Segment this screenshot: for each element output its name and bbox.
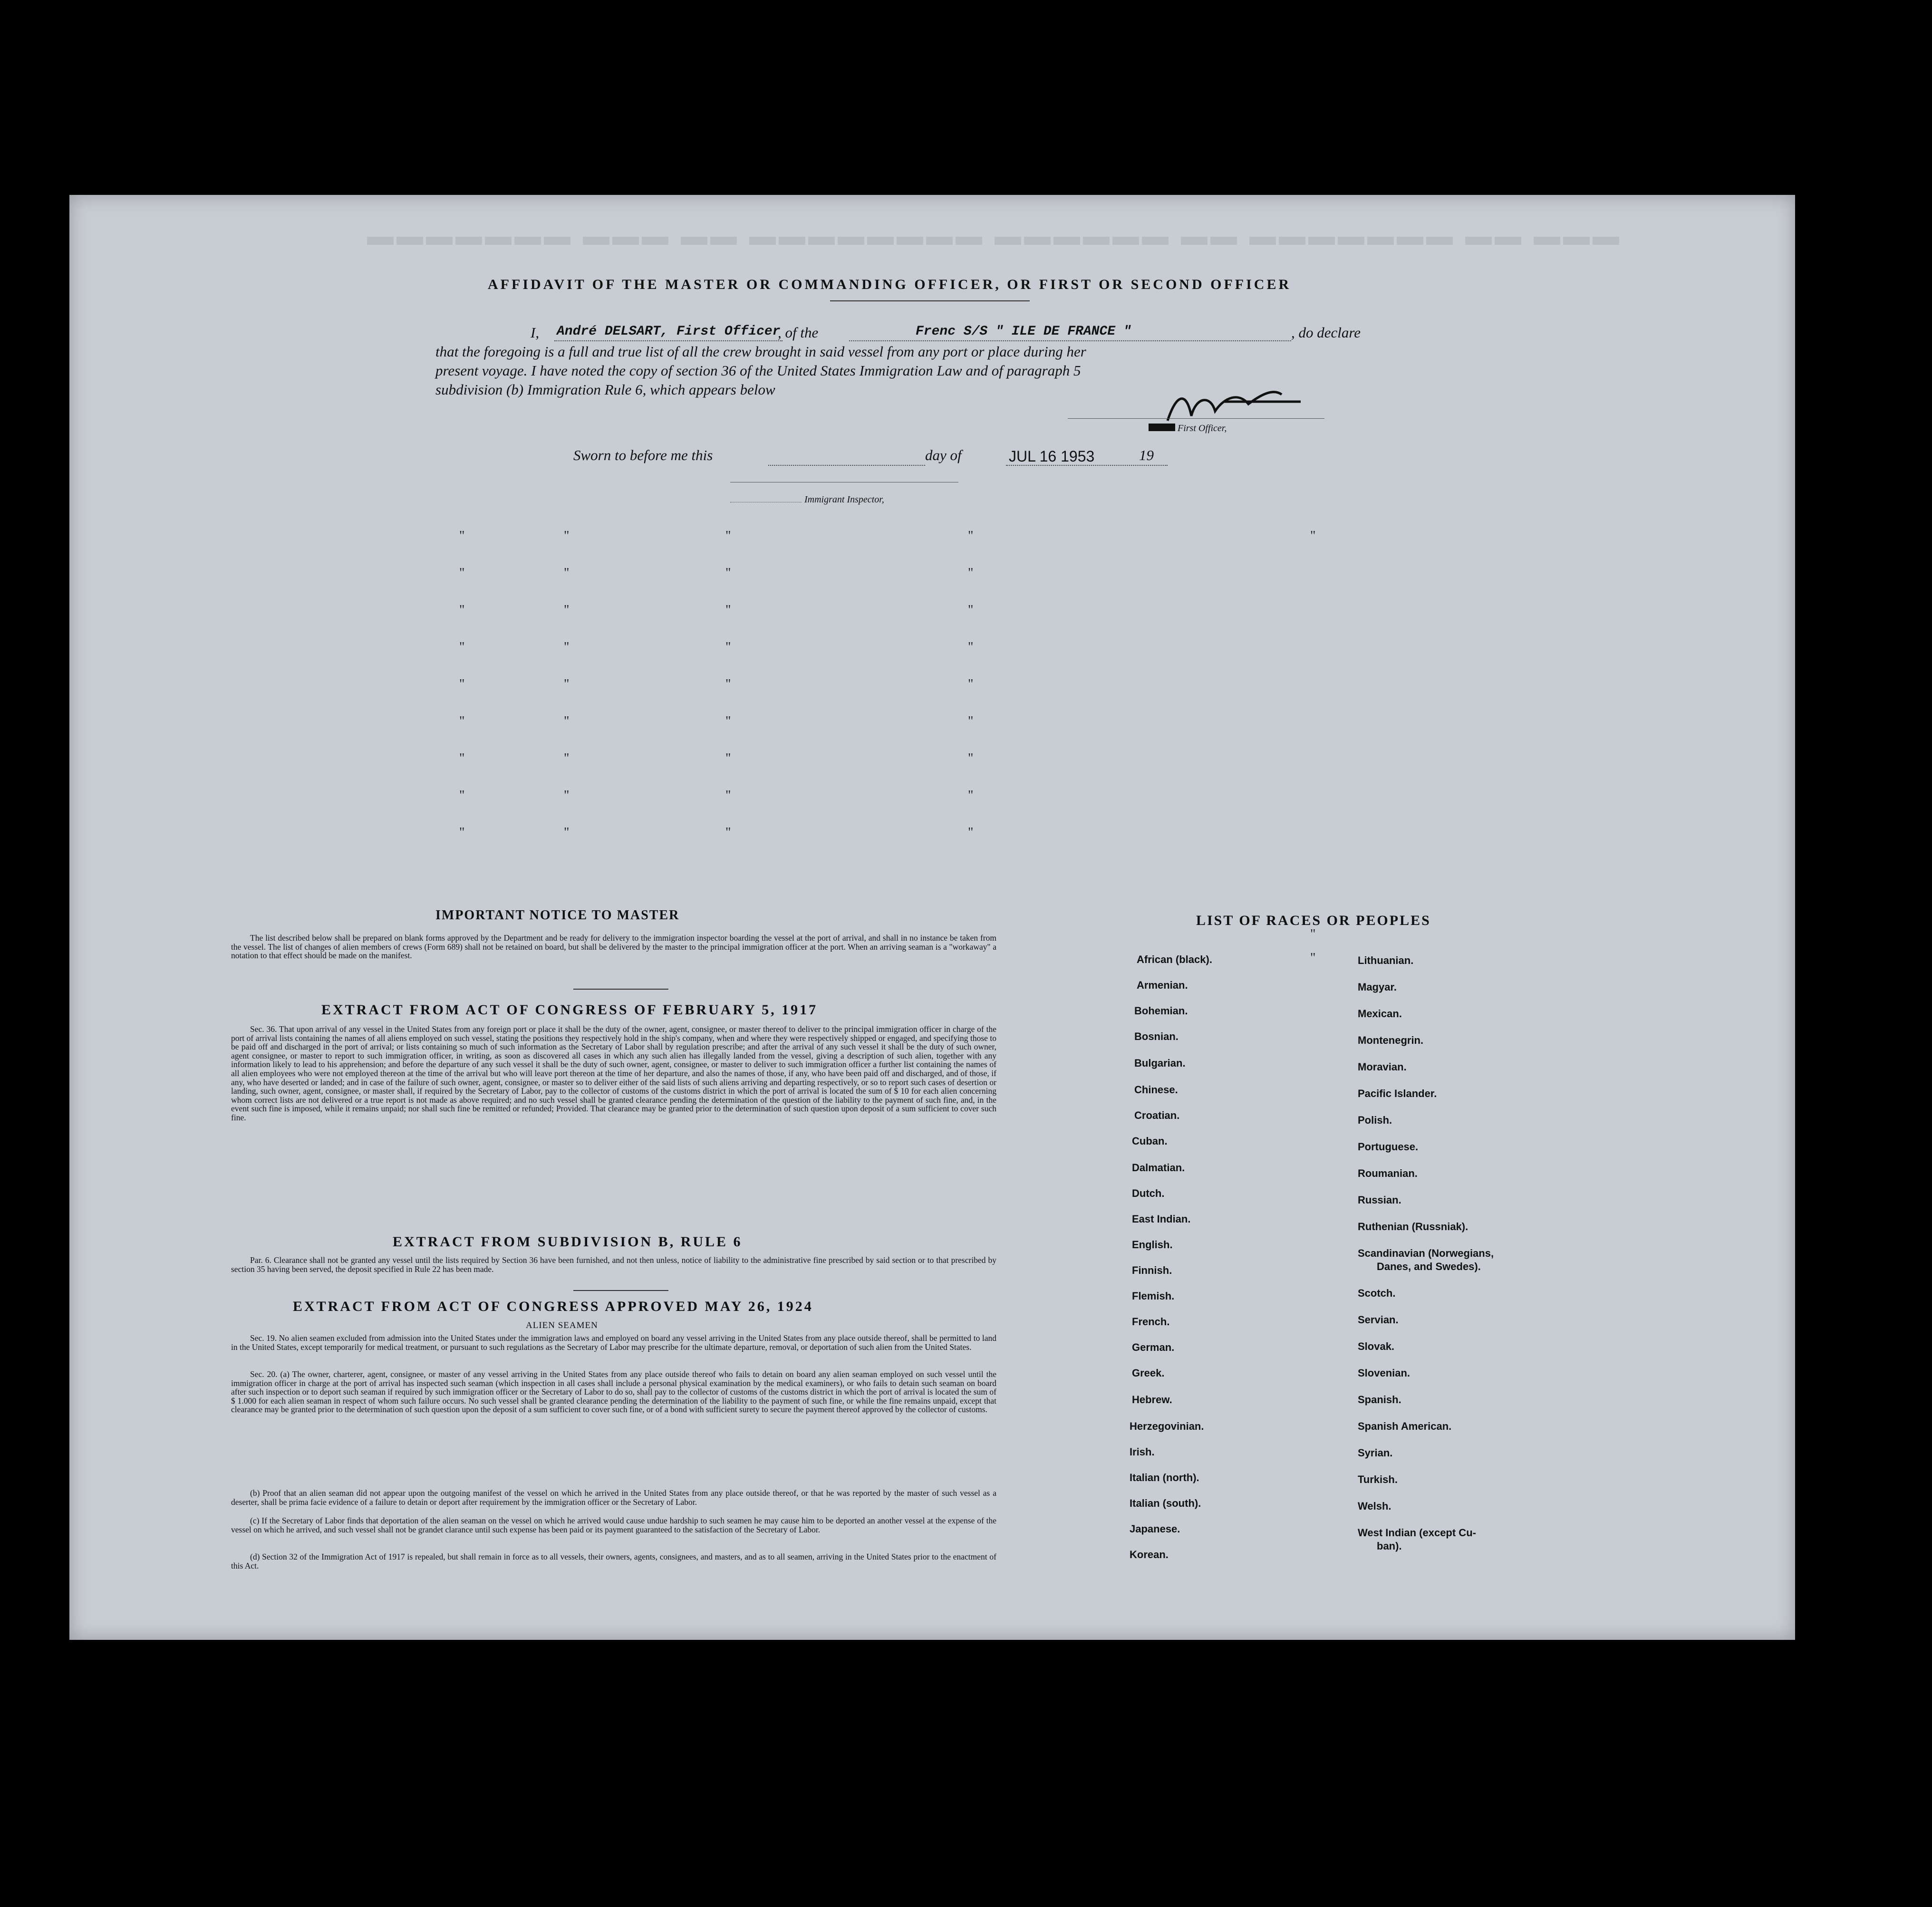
race-item: Bosnian. — [1134, 1031, 1179, 1042]
race-item: Slovak. — [1358, 1340, 1395, 1352]
race-item: Pacific Islander. — [1358, 1088, 1437, 1099]
signature-line — [1068, 418, 1324, 419]
race-item: Flemish. — [1132, 1290, 1175, 1302]
race-item: Scotch. — [1358, 1287, 1396, 1299]
race-item: Italian (south). — [1130, 1497, 1201, 1509]
ditto-mark: " — [1310, 529, 1316, 543]
ditto-mark: " — [564, 714, 570, 729]
affidavit-line4: subdivision (b) Immigration Rule 6, which appears below — [435, 381, 775, 398]
race-item: Hebrew. — [1132, 1394, 1172, 1406]
ditto-mark: " — [968, 603, 974, 617]
punch-hole — [1803, 239, 1819, 255]
race-item: Welsh. — [1358, 1500, 1391, 1512]
race-item: Herzegovinian. — [1130, 1420, 1204, 1432]
ditto-mark: " — [459, 714, 465, 729]
notice-title: IMPORTANT NOTICE TO MASTER — [435, 908, 680, 923]
ditto-mark: " — [968, 751, 974, 766]
race-item: Scandinavian (Norwegians, — [1358, 1247, 1494, 1259]
race-item: Armenian. — [1137, 979, 1188, 991]
ship-name-field: Frenc S/S " ILE DE FRANCE " — [916, 324, 1131, 339]
affidavit-title: AFFIDAVIT OF THE MASTER OR COMMANDING OFFICER, OR FIRST OR SECOND OFFICER — [488, 277, 1292, 292]
ditto-mark: " — [968, 677, 974, 692]
ditto-mark: " — [459, 751, 465, 766]
ditto-mark: " — [725, 751, 731, 766]
race-item: French. — [1132, 1316, 1170, 1328]
document-page — [69, 195, 1795, 1640]
race-item: Lithuanian. — [1358, 954, 1414, 966]
punch-hole — [1853, 1398, 1877, 1422]
ditto-mark: " — [725, 603, 731, 617]
ditto-mark: " — [564, 825, 570, 840]
race-item: Polish. — [1358, 1114, 1392, 1126]
name-underline — [554, 340, 782, 341]
race-item: Italian (north). — [1130, 1472, 1199, 1483]
races-title: LIST OF RACES OR PEOPLES — [1196, 913, 1431, 928]
ditto-mark: " — [968, 825, 974, 840]
punch-hole — [1853, 1471, 1877, 1494]
race-item: Danes, and Swedes). — [1377, 1261, 1481, 1272]
title-underline — [830, 300, 1030, 301]
race-item: Spanish American. — [1358, 1420, 1452, 1432]
extract-1924-title: EXTRACT FROM ACT OF CONGRESS APPROVED MAY 26, 1924 — [293, 1299, 813, 1314]
ditto-mark: " — [725, 677, 731, 692]
extract-1924-subtitle: ALIEN SEAMEN — [526, 1320, 598, 1330]
ditto-mark: " — [968, 566, 974, 580]
extract-1924-sec19: Sec. 19. No alien seamen excluded from admission into the United States under the immigration laws and employed on board any vessel arriving in the United States from any place outside thereof, shall be permitted to land in the United States, except temporarily for medical treatment, or pursuant to such regulations as the Secretary of Labor may prescribe for the ultimate departure, removal, or deportation of such alien from the United States. — [231, 1333, 996, 1352]
race-item: Finnish. — [1132, 1264, 1172, 1276]
divider — [573, 989, 668, 990]
extract-1924-sec20c: (c) If the Secretary of Labor finds that deportation of the alien seaman on the vessel on which he arrived would cause undue hardship to such seamen he may cause him to be deported an another vessel at the expense of the vessel on which he arrived, and such vessel shall not be grandet clarance until such expense has been paid or its payment guaranteed to the satisfaction of the Secretary of Labor. — [231, 1516, 996, 1534]
affidavit-line3: present voyage. I have noted the copy of section 36 of the United States Immigration Law and of paragraph 5 — [435, 362, 1081, 379]
race-item: Syrian. — [1358, 1447, 1393, 1459]
ditto-mark: " — [725, 788, 731, 803]
ditto-mark: " — [564, 751, 570, 766]
race-item: Bohemian. — [1134, 1005, 1188, 1017]
extract-rule6-title: EXTRACT FROM SUBDIVISION B, RULE 6 — [393, 1234, 743, 1250]
ditto-mark: " — [1310, 951, 1316, 965]
ditto-mark: " — [1310, 927, 1316, 942]
punch-hole — [1853, 307, 1877, 331]
race-item: African (black). — [1137, 954, 1212, 965]
ditto-mark: " — [968, 714, 974, 729]
punch-hole — [1833, 239, 1849, 255]
notice-body: The list described below shall be prepared on blank forms approved by the Department and be ready for delivery to the immigration inspector boarding the vessel at the port of arrival, and shall in no instance be taken from the vessel. The list of changes of alien members of crews (Form 689) shall not be retained on board, but shall be delivered by the master to the principal immigration officer at the port. When an arriving seaman is a "workaway" a notation to that effect should be made on the manifest. — [231, 933, 996, 961]
race-item: East Indian. — [1132, 1213, 1191, 1225]
race-item: Turkish. — [1358, 1474, 1398, 1485]
extract-1917-title: EXTRACT FROM ACT OF CONGRESS OF FEBRUARY 5, 1917 — [321, 1002, 818, 1018]
race-item: Dutch. — [1132, 1187, 1165, 1199]
race-item: Irish. — [1130, 1446, 1155, 1458]
race-item: Portuguese. — [1358, 1141, 1419, 1153]
sworn-day-line — [768, 465, 925, 466]
ditto-mark: " — [725, 566, 731, 580]
race-item: English. — [1132, 1239, 1173, 1251]
signature-caption-row — [1149, 423, 1227, 434]
race-item: Japanese. — [1130, 1523, 1180, 1535]
race-item: German. — [1132, 1341, 1175, 1353]
inspector-caption: Immigrant Inspector, — [730, 494, 884, 505]
ship-underline — [849, 340, 1291, 341]
signature-caption: First Officer, — [1178, 423, 1227, 433]
ditto-mark: " — [459, 677, 465, 692]
sworn-day-of: day of — [925, 447, 962, 463]
race-item: Moravian. — [1358, 1061, 1407, 1073]
affidavit-line2: that the foregoing is a full and true list of all the crew brought in said vessel from any port or place during her — [435, 343, 1086, 360]
race-item: Mexican. — [1358, 1008, 1402, 1020]
race-item: Dalmatian. — [1132, 1162, 1185, 1174]
ditto-mark: " — [564, 677, 570, 692]
divider — [573, 1290, 668, 1291]
date-stamp: JUL 16 1953 — [1009, 448, 1095, 465]
race-item: Servian. — [1358, 1314, 1399, 1326]
ditto-mark: " — [725, 825, 731, 840]
struck-out-text — [1149, 424, 1175, 431]
race-item: Chinese. — [1134, 1084, 1178, 1096]
ditto-mark: " — [459, 529, 465, 543]
affidavit-suffix: , do declare — [1291, 324, 1361, 341]
ditto-mark: " — [725, 640, 731, 655]
affidavit-mid: , of the — [778, 324, 819, 341]
race-item: Greek. — [1132, 1367, 1165, 1379]
ditto-mark: " — [459, 566, 465, 580]
ditto-mark: " — [564, 603, 570, 617]
affidavit-prefix: I, — [531, 324, 540, 341]
extract-1917-body: Sec. 36. That upon arrival of any vessel in the United States from any foreign port or place it shall be the duty of the owner, agent, consignee, or master thereof to deliver to the principal immigration officer in charge of the port of arrival lists containing the names of all aliens employed on such vessel, stating the positions they respectively hold in the ship's company, when and where they were respectively shipped or engaged, and specifying those to be paid off and discharged in the port of arrival; or lists containing so much of such information as the Secretary of Labor shall by regulation prescribe; and after the arrival of any such vessel it shall be the duty of such owner, agent consignee, or master to report to such immigration officer, in writing, as soon as discovered all cases in which any such alien has illegally landed from the vessel, giving a description of such alien, together with any information likely to lead to his apprehension; and before the departure of any such vessel it shall be the duty of such owner, agent, consignee, or master to deliver to such immigration officer a further list containing the names of all alien employees who were not employed thereon at the time of the arrival but who will leave port thereon at the time of her departure, and also the names of those, if any, who have been paid off and discharged, and of those, if any, who have deserted or landed; and in case of the failure of such owner, agent, consignee, or master so to deliver either of the said lists of such aliens arriving and departing respectively, or so to report such cases of desertion or landing, such owner, agent, consignee, or master shall, if required by the Secretary of Labor, pay to the collector of customs of the customs district in which the port of arrival is located the sum of $ 10 for each alien concerning whom correct lists are not delivered or a true report is not made as above required; and no such vessel shall be granted clearance pending the determination of the question of the liability to the payment of such fine, and, in the event such fine is imposed, while it remains unpaid; nor shall such fine be remitted or refunded; Provided. That clearance may be granted prior to the determination of such question upon deposit of a sum sufficient to cover such fine. — [231, 1024, 996, 1122]
race-item: Slovenian. — [1358, 1367, 1410, 1379]
race-item: Roumanian. — [1358, 1167, 1418, 1179]
ditto-mark: " — [459, 603, 465, 617]
bleed-through-text: ▬▬▬ ▬▬ ▬▬▬▬▬▬▬ ▬▬ ▬▬▬▬▬▬ ▬▬▬▬▬▬▬▬ ▬▬ ▬▬▬ ▬▬▬▬▬▬▬ — [364, 222, 1619, 251]
race-item: Magyar. — [1358, 981, 1397, 993]
race-item: Russian. — [1358, 1194, 1401, 1206]
ditto-mark: " — [564, 566, 570, 580]
ditto-mark: " — [725, 529, 731, 543]
punch-hole — [1853, 681, 1877, 704]
ditto-mark: " — [459, 825, 465, 840]
punch-hole — [1853, 1099, 1877, 1123]
punch-hole — [1853, 608, 1877, 632]
race-item: Bulgarian. — [1134, 1057, 1186, 1069]
race-item: Cuban. — [1132, 1135, 1168, 1147]
ditto-mark: " — [459, 640, 465, 655]
ditto-mark: " — [725, 714, 731, 729]
sworn-prefix: Sworn to before me this — [573, 447, 713, 463]
year-prefix: 19 — [1139, 447, 1154, 463]
race-item: Croatian. — [1134, 1109, 1180, 1121]
punch-hole — [1853, 1171, 1877, 1195]
ditto-mark: " — [564, 788, 570, 803]
race-item: Montenegrin. — [1358, 1034, 1424, 1046]
race-item: Korean. — [1130, 1549, 1169, 1560]
extract-1924-sec20b: (b) Proof that an alien seaman did not appear upon the outgoing manifest of the vessel on which he arrived in the United States from any place outside thereof, or that he was reported by the master of such vessel as a deserter, shall be prima facie evidence of a failure to detain or deport after requirement by the immigration officer or the Secretary of Labor. — [231, 1488, 996, 1507]
race-item: West Indian (except Cu- — [1358, 1527, 1476, 1539]
extract-1924-sec20a: Sec. 20. (a) The owner, charterer, agent, consignee, or master of any vessel arriving in the United States from any place outside thereof who fails to detain on board any alien seaman employed on such vessel until the immigration officer in charge at the port of arrival has inspected such seaman (which inspection in all cases shall include a personal physical examination by the medical examiners), or who fails to detain such seaman on board after such inspection or to deport such seaman if required by such immigration officer or the Secretary of Labor to do so, shall pay to the collector of customs of the customs district in which the port of arrival is located the sum of $ 1.000 for each alien seaman in respect of whom such failure occurs. No such vessel shall be granted clearance pending the determination of the liability to the payment of such fine, or while the fine remains unpaid, except that clearance may be granted prior to the determination of such question upon the deposit of a sum sufficient to cover such fine, or of a bond with sufficient surety to secure the payment thereof approved by the collector of customs. — [231, 1369, 996, 1415]
race-item: Ruthenian (Russniak). — [1358, 1221, 1468, 1233]
race-item: ban). — [1377, 1540, 1402, 1552]
ditto-mark: " — [968, 529, 974, 543]
extract-rule6-body: Par. 6. Clearance shall not be granted any vessel until the lists required by Section 36 have been furnished, and not then unless, notice of liability to the administrative fine prescribed by said section or to that prescribed by section 35 having been served, the deposit specified in Rule 22 has been made. — [231, 1255, 996, 1274]
ditto-mark: " — [968, 640, 974, 655]
extract-1924-sec20d: (d) Section 32 of the Immigration Act of 1917 is repealed, but shall remain in force as to all vessels, their owners, agents, consignees, and masters, and as to all seamen, arriving in the United States prior to the enactment of this Act. — [231, 1552, 996, 1570]
ditto-mark: " — [564, 640, 570, 655]
race-item: Spanish. — [1358, 1394, 1401, 1406]
punch-hole — [1853, 379, 1877, 403]
ditto-mark: " — [564, 529, 570, 543]
officer-name-field: André DELSART, First Officer — [557, 324, 781, 339]
ditto-mark: " — [968, 788, 974, 803]
ditto-mark: " — [459, 788, 465, 803]
year-line — [1006, 465, 1168, 466]
